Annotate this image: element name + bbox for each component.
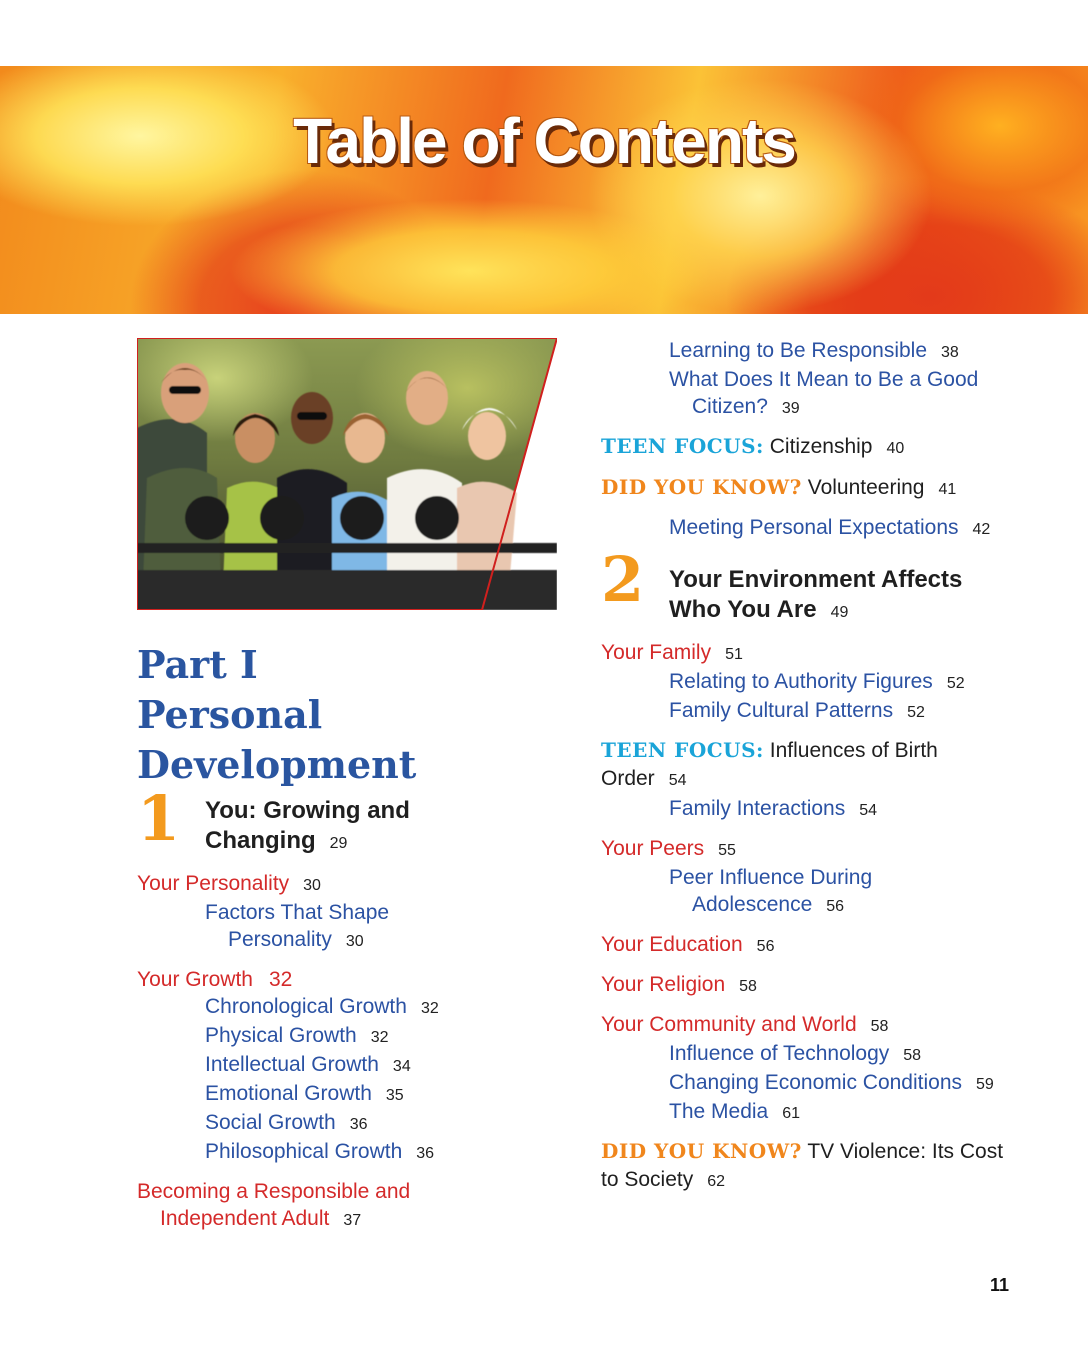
chapter-number: 2: [601, 543, 645, 616]
feature-text: to Society: [601, 1168, 694, 1191]
toc-subsection[interactable]: [601, 337, 1031, 366]
page-ref: 52: [907, 704, 925, 721]
page-ref: 51: [725, 646, 743, 663]
feature-did-you-know-tv-violence[interactable]: [601, 1137, 1031, 1196]
page-ref: 32: [370, 1029, 389, 1046]
page-ref: 41: [938, 481, 957, 498]
page-ref: 42: [972, 521, 991, 538]
page-ref: 30: [303, 877, 321, 894]
header-banner: [0, 66, 1088, 314]
part-line: Development: [137, 742, 417, 787]
section-label: Your Community and World: [601, 1013, 857, 1036]
toc-section[interactable]: [601, 931, 1031, 960]
section-label: Becoming a Responsible and: [137, 1180, 411, 1203]
section-label: Your Family: [601, 641, 712, 664]
page-ref: 58: [903, 1047, 922, 1064]
page-ref: 30: [345, 933, 364, 950]
subsection-label: Emotional Growth: [205, 1082, 372, 1105]
toc-subsection[interactable]: [137, 899, 557, 955]
toc-section[interactable]: [601, 971, 1031, 1000]
subsection-label: Philosophical Growth: [205, 1140, 403, 1163]
subsection-label: Family Interactions: [669, 797, 846, 820]
page-ref: 40: [886, 440, 905, 457]
toc-subsection[interactable]: [601, 514, 1031, 543]
page-title: Table of Contents: [293, 105, 795, 177]
did-you-know-label: DID YOU KNOW?: [601, 475, 802, 499]
page-ref: 36: [349, 1116, 368, 1133]
subsection-label: Personality: [228, 928, 332, 951]
page-ref: 58: [739, 978, 757, 995]
subsection-label: Social Growth: [205, 1111, 336, 1134]
feature-text: TV Violence: Its Cost: [807, 1140, 1004, 1163]
right-column: [601, 337, 1031, 1196]
page-ref: 38: [941, 344, 959, 361]
page-ref: 62: [707, 1173, 726, 1190]
page-ref: 29: [329, 835, 348, 852]
page-ref: 55: [718, 842, 736, 859]
page-ref: 54: [668, 772, 687, 789]
toc-section[interactable]: [137, 966, 557, 993]
section-label: Your Peers: [601, 837, 705, 860]
subsection-label: Influence of Technology: [669, 1042, 890, 1065]
page-ref: 32: [268, 968, 293, 991]
subsection-label: The Media: [669, 1100, 769, 1123]
subsection-label: Relating to Authority Figures: [669, 670, 933, 693]
page-ref: 61: [782, 1105, 801, 1122]
subsection-label: Family Cultural Patterns: [669, 699, 894, 722]
part-line: Part I: [137, 642, 258, 687]
section-label: Your Growth: [137, 968, 253, 991]
subsection-label: Physical Growth: [205, 1024, 357, 1047]
subsection-label: Citizen?: [692, 395, 768, 418]
section-label: Independent Adult: [160, 1207, 330, 1230]
feature-text: Citizenship: [769, 435, 873, 458]
feature-text: Order: [601, 767, 655, 790]
toc-section[interactable]: [137, 870, 557, 899]
chapter-title-line: Who You Are: [669, 596, 817, 623]
subsection-label: Intellectual Growth: [205, 1053, 379, 1076]
page-ref: 32: [420, 1000, 439, 1017]
feature-did-you-know-volunteering[interactable]: [601, 473, 1031, 504]
toc-subsection[interactable]: [137, 1051, 557, 1080]
feature-teen-focus-citizenship[interactable]: [601, 432, 1031, 463]
page-ref: 34: [392, 1058, 411, 1075]
photo-people-illustration: [137, 338, 557, 610]
page-ref: 49: [830, 604, 849, 621]
page-ref: 58: [870, 1018, 889, 1035]
feature-text: Volunteering: [807, 476, 925, 499]
chapter-title: [669, 557, 1031, 628]
toc-section[interactable]: [137, 1178, 557, 1234]
toc-subsection[interactable]: [137, 993, 557, 1022]
chapter-2-heading[interactable]: [601, 543, 1031, 628]
toc-subsection[interactable]: [601, 1069, 1031, 1098]
teen-focus-label: TEEN FOCUS:: [601, 434, 764, 458]
page-ref: 56: [756, 938, 775, 955]
toc-subsection[interactable]: [601, 1098, 1031, 1127]
toc-section[interactable]: [601, 1011, 1031, 1040]
did-you-know-label: DID YOU KNOW?: [601, 1139, 802, 1163]
page-ref: 59: [976, 1076, 994, 1093]
chapter-number: 1: [137, 782, 181, 855]
toc-section[interactable]: [601, 835, 1031, 864]
chapter-1-heading[interactable]: [137, 782, 557, 859]
chapter-title: [205, 796, 557, 859]
toc-subsection[interactable]: [137, 1080, 557, 1109]
subsection-label: What Does It Mean to Be a Good: [669, 368, 979, 391]
toc-subsection[interactable]: [137, 1109, 557, 1138]
group-photo: [137, 338, 557, 610]
toc-subsection[interactable]: [137, 1138, 557, 1167]
toc-subsection[interactable]: [601, 864, 1031, 920]
page-ref: 37: [343, 1212, 362, 1229]
subsection-label: Factors That Shape: [205, 901, 390, 924]
subsection-label: Learning to Be Responsible: [669, 339, 928, 362]
toc-section[interactable]: [601, 639, 1031, 668]
feature-text: Influences of Birth: [769, 739, 938, 762]
page-ref: 54: [859, 802, 878, 819]
subsection-label: Peer Influence During: [669, 866, 873, 889]
page-ref: 52: [946, 675, 965, 692]
chapter-title-line: Your Environment Affects: [669, 566, 963, 593]
toc-subsection[interactable]: [137, 1022, 557, 1051]
page-number: 11: [990, 1275, 1010, 1295]
part-line: Personal: [137, 692, 323, 737]
chapter-title-line: Changing: [205, 827, 316, 854]
subsection-label: Adolescence: [692, 893, 813, 916]
section-label: Your Personality: [137, 872, 290, 895]
page-ref: 56: [826, 898, 845, 915]
part-heading: [137, 640, 557, 790]
toc-subsection[interactable]: [601, 1040, 1031, 1069]
left-column: [137, 640, 557, 1234]
subsection-label: Meeting Personal Expectations: [669, 516, 959, 539]
page-ref: 36: [416, 1145, 435, 1162]
teen-focus-label: TEEN FOCUS:: [601, 738, 764, 762]
section-label: Your Religion: [601, 973, 726, 996]
subsection-label: Changing Economic Conditions: [669, 1071, 963, 1094]
chapter-title-line: You: Growing and: [205, 797, 410, 824]
feature-teen-focus-birth-order[interactable]: [601, 736, 1031, 795]
toc-subsection[interactable]: [601, 668, 1031, 697]
section-label: Your Education: [601, 933, 743, 956]
page-ref: 39: [781, 400, 800, 417]
toc-subsection[interactable]: [601, 697, 1031, 726]
subsection-label: Chronological Growth: [205, 995, 407, 1018]
page-ref: 35: [385, 1087, 404, 1104]
toc-subsection[interactable]: [601, 366, 1031, 422]
toc-subsection[interactable]: [601, 795, 1031, 824]
